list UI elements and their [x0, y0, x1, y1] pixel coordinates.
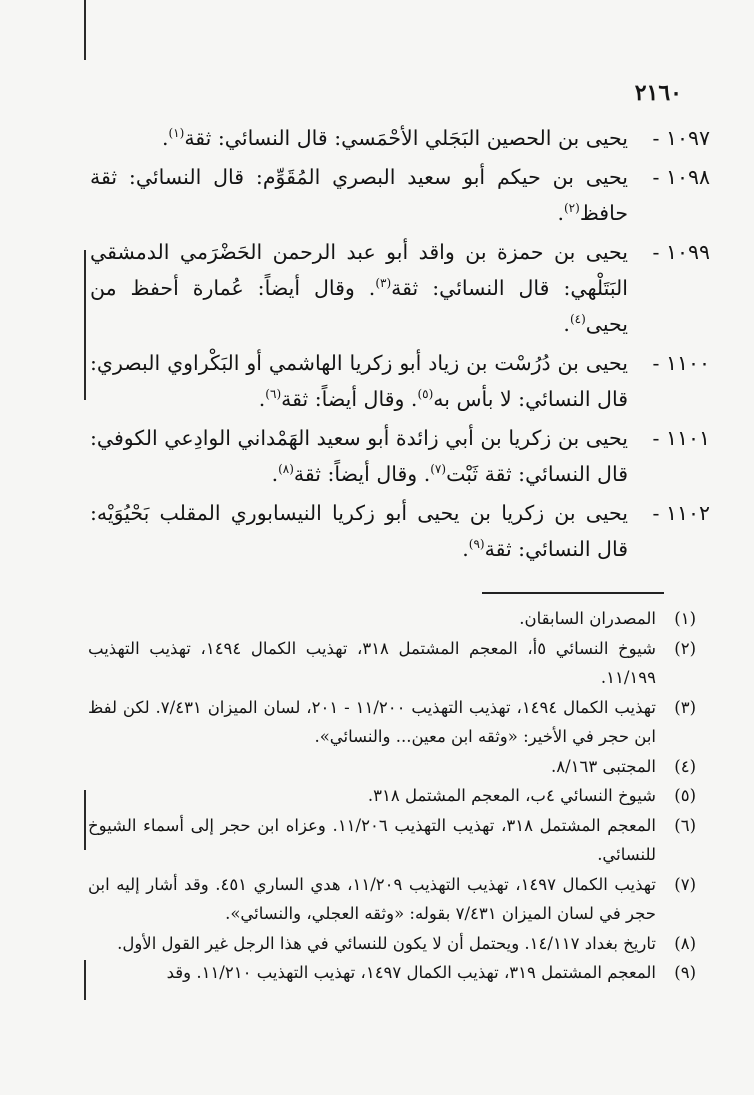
- binder-mark-top: [84, 0, 86, 60]
- entry-text-end: .: [563, 312, 570, 336]
- entry-text-mid: . وقال أيضاً: ثقة: [281, 387, 418, 411]
- entry-text-mid: . وقال أيضاً: ثقة: [293, 462, 431, 486]
- footnote-number: (٤): [674, 756, 696, 776]
- footnote-ref[interactable]: (١): [168, 126, 185, 141]
- footnote-number: (٨): [674, 933, 696, 953]
- entry-text-end: .: [557, 201, 564, 225]
- footnote-ref[interactable]: (٧): [430, 462, 447, 477]
- entry-text-end: .: [258, 387, 266, 411]
- entry-text: [90, 495, 628, 567]
- footnote-3: [88, 693, 696, 752]
- footnote-number: (٢): [674, 638, 696, 658]
- footnote-number: (٣): [674, 697, 696, 717]
- entry-text-main: يحيى بن حيكم أبو سعيد البصري المُقَوِّم: قال النسائي: ثقة حافظ: [90, 165, 628, 225]
- footnote-text: المعجم المشتمل ٣١٩، تهذيب الكمال ١٤٩٧، تهذيب التهذيب ١١/٢١٠. وقد: [166, 963, 656, 982]
- entry-number: ١١٠٢ -: [652, 501, 710, 525]
- entry-text: [90, 234, 628, 342]
- footnote-1: [88, 604, 696, 634]
- footnote-ref[interactable]: (٦): [265, 387, 282, 402]
- footnote-text: المجتبى ٨/١٦٣.: [550, 756, 656, 776]
- footnote-6: [88, 811, 696, 870]
- footnote-ref[interactable]: (٤): [569, 312, 586, 327]
- footnote-ref[interactable]: (٢): [563, 201, 580, 216]
- footnote-text: شيوخ النسائي ٤ب، المعجم المشتمل ٣١٨.: [367, 786, 656, 805]
- footnote-number: (٦): [674, 815, 696, 835]
- entry-1102: [90, 495, 710, 567]
- entry-1097: [90, 120, 710, 156]
- footnotes-list: [88, 604, 696, 988]
- footnote-number: (٥): [674, 786, 696, 805]
- footnote-9: [88, 958, 696, 988]
- footnote-5: [88, 781, 696, 811]
- footnote-2: [88, 634, 696, 693]
- entry-text-end: .: [271, 462, 279, 486]
- entry-text-main: يحيى بن الحصين البَجَلي الأحْمَسي: قال النسائي: ثقة: [184, 126, 628, 150]
- footnote-ref[interactable]: (٥): [417, 387, 434, 402]
- entry-number: ١٠٩٨ -: [652, 165, 710, 189]
- entry-text-mid: . وقال أيضاً: عُمارة أحفظ من يحيى: [90, 276, 628, 336]
- binder-mark-bottom: [84, 960, 86, 1000]
- entry-1101: [90, 420, 710, 492]
- entry-text-end: .: [161, 126, 169, 150]
- footnote-7: [88, 870, 696, 929]
- footnote-ref[interactable]: (٨): [278, 462, 294, 477]
- footnote-ref[interactable]: (٣): [375, 276, 392, 291]
- entry-text-main: يحيى بن دُرُسْت بن زياد أبو زكريا الهاشمي أو البَكْراوي البصري: قال النسائي: لا بأس به: [90, 351, 628, 411]
- footnote-separator: [482, 592, 664, 594]
- entry-text: [90, 345, 628, 417]
- entry-1098: [90, 159, 710, 231]
- entry-1099: [90, 234, 710, 342]
- footnote-text: شيوخ النسائي ٥أ، المعجم المشتمل ٣١٨، تهذيب الكمال ١٤٩٤، تهذيب التهذيب ١١/١٩٩.: [88, 638, 656, 687]
- entry-text: [90, 159, 628, 231]
- entry-number: ١١٠٠ -: [652, 351, 710, 375]
- entry-1100: [90, 345, 710, 417]
- binder-mark-middle: [84, 250, 86, 400]
- entry-number: ١٠٩٧ -: [652, 126, 710, 150]
- entries-list: [90, 120, 710, 570]
- entry-text-end: .: [462, 537, 469, 561]
- entry-text-main: يحيى بن زكريا بن أبي زائدة أبو سعيد الهَمْداني الوادِعي الكوفي: قال النسائي: ثقة ثَبْت: [90, 426, 628, 486]
- footnote-text: المعجم المشتمل ٣١٨، تهذيب التهذيب ١١/٢٠٦. وعزاه ابن حجر إلى أسماء الشيوخ للنسائي.: [88, 815, 656, 864]
- footnote-4: [88, 752, 696, 782]
- footnote-number: (٧): [674, 874, 696, 894]
- entry-text: [90, 120, 628, 156]
- entry-text-main: يحيى بن زكريا بن يحيى أبو زكريا النيسابوري المقلب بَحْيُوَيْه: قال النسائي: ثقة: [90, 501, 628, 561]
- footnote-number: (١): [674, 609, 696, 628]
- footnote-text: تاريخ بغداد ١٤/١١٧. ويحتمل أن لا يكون للنسائي في هذا الرجل غير القول الأول.: [117, 933, 656, 953]
- footnote-8: [88, 929, 696, 959]
- footnote-ref[interactable]: (٩): [468, 537, 485, 552]
- entry-number: ١١٠١ -: [652, 426, 710, 450]
- entry-text-main: يحيى بن حمزة بن واقد أبو عبد الرحمن الحَضْرَمي الدمشقي البَتَلْهي: قال النسائي: ثقة: [90, 240, 628, 300]
- entry-number: ١٠٩٩ -: [652, 240, 710, 264]
- entry-text: [90, 420, 628, 492]
- footnote-number: (٩): [674, 963, 696, 982]
- footnote-text: المصدران السابقان.: [519, 609, 656, 628]
- footnote-text: تهذيب الكمال ١٤٩٧، تهذيب التهذيب ١١/٢٠٩، هدي الساري ٤٥١. وقد أشار إليه ابن حجر في لسان الميزان ٧/٤٣١ بقوله: «وثقه العجلي، والنسائي».: [88, 874, 656, 923]
- binder-mark-lower: [84, 790, 86, 850]
- page-number: ٢١٦٠: [634, 80, 682, 106]
- footnote-text: تهذيب الكمال ١٤٩٤، تهذيب التهذيب ١١/٢٠٠ - ٢٠١، لسان الميزان ٧/٤٣١. لكن لفظ ابن حجر في الأخير: «وثقه ابن معين... والنسائي».: [88, 697, 656, 746]
